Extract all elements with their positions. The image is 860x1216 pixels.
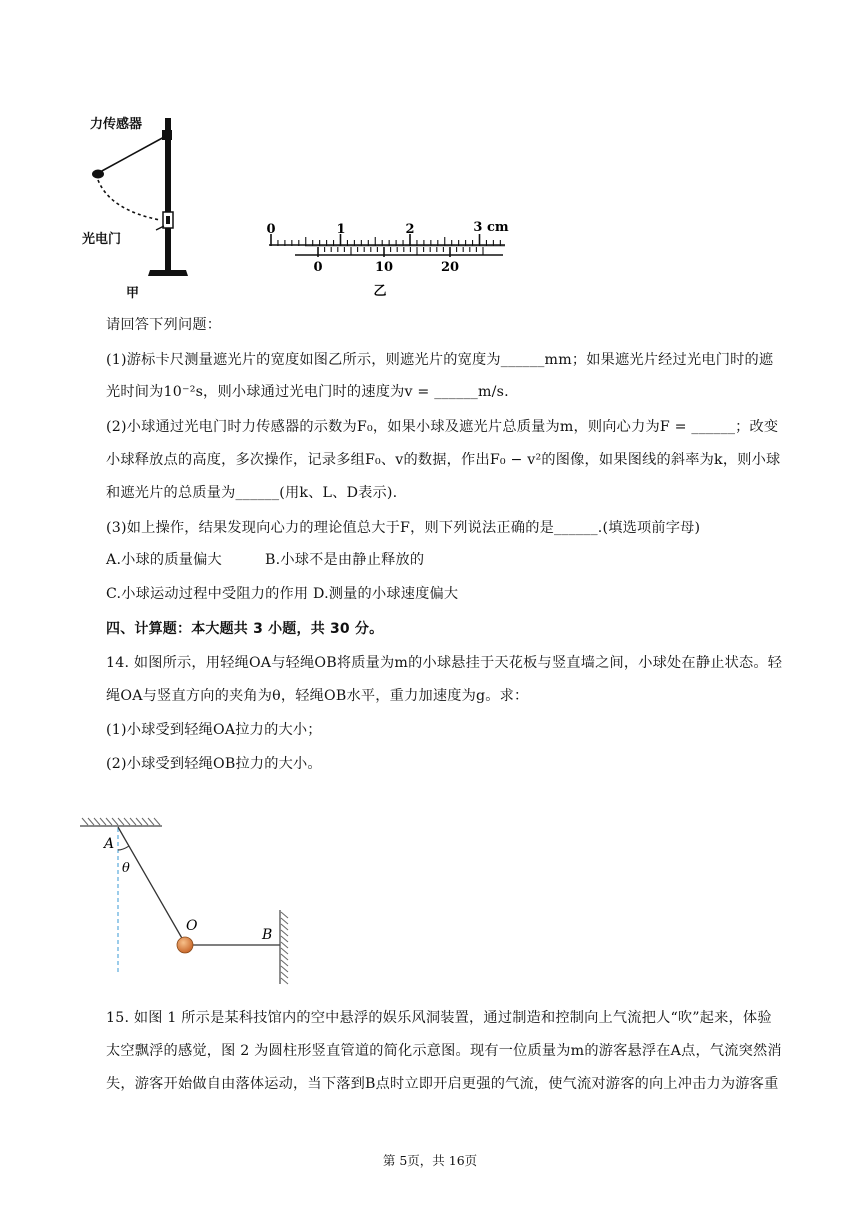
text-line-6: 和遮光片的总质量为______(用k、L、D表示). (106, 485, 398, 501)
q14-line-4: (2)小球受到轻绳OB拉力的大小。 (106, 756, 322, 772)
q15-line-1: 15. 如图 1 所示是某科技馆内的空中悬浮的娱乐风洞装置，通过制造和控制向上气流把人“吹”起来，体验 (106, 1010, 772, 1026)
label-b: B (262, 927, 273, 943)
label-theta: θ (122, 861, 130, 876)
main-scale-label-0: 0 (266, 222, 276, 237)
section-heading: 四、计算题：本大题共 3 小题，共 30 分。 (106, 621, 384, 637)
figure-yi-vernier (255, 215, 515, 300)
figure-q14 (70, 812, 310, 992)
page-footer: 第 5页，共 16页 (382, 1153, 478, 1168)
photogate-label: 光电门 (82, 232, 122, 247)
figure-jia-caption: 甲 (126, 286, 140, 301)
text-line-5: 小球释放点的高度，多次操作，记录多组F₀、v的数据，作出F₀ − v²的图像，如果图线的斜率为k，则小球 (106, 452, 781, 468)
text-line-3: 光时间为10⁻²s，则小球通过光电门时的速度为v = ______m/s. (106, 384, 509, 400)
q15-line-2: 太空飘浮的感觉，图 2 为圆柱形竖直管道的简化示意图。现有一位质量为m的游客悬浮在A点，气流突然消 (106, 1043, 782, 1059)
text-line-1: 请回答下列问题： (106, 317, 222, 333)
figure-yi-caption: 乙 (373, 284, 387, 299)
text-line-2: (1)游标卡尺测量遮光片的宽度如图乙所示，则遮光片的宽度为______mm；如果遮光片经过光电门时的遮 (106, 352, 774, 368)
main-scale-label-1: 1 (336, 222, 346, 237)
sensor-label: 力传感器 (90, 117, 143, 132)
q14-line-3: (1)小球受到轻绳OA拉力的大小； (106, 722, 322, 738)
vernier-label-10: 10 (374, 260, 394, 275)
text-line-4: (2)小球通过光电门时力传感器的示数为F₀，如果小球及遮光片总质量为m，则向心力为F = ______；改变 (106, 419, 779, 435)
option-line-cd: C.小球运动过程中受阻力的作用 D.测量的小球速度偏大 (106, 586, 459, 602)
option-line-ab: A.小球的质量偏大 B.小球不是由静止释放的 (106, 552, 425, 568)
q14-line-1: 14. 如图所示，用轻绳OA与轻绳OB将质量为m的小球悬挂于天花板与竖直墙之间，小球处在静止状态。轻 (106, 655, 783, 671)
label-a: A (104, 836, 115, 852)
label-o: O (186, 918, 198, 934)
figure-jia (80, 110, 200, 300)
text-line-7: (3)如上操作，结果发现向心力的理论值总大于F，则下列说法正确的是______.(填选项前字母) (106, 520, 701, 536)
q14-line-2: 绳OA与竖直方向的夹角为θ，轻绳OB水平，重力加速度为g。求： (106, 688, 529, 704)
main-scale-label-3: 3 cm (473, 220, 509, 235)
vernier-label-0: 0 (313, 260, 323, 275)
q15-line-3: 失，游客开始做自由落体运动，当下落到B点时立即开启更强的气流，使气流对游客的向上冲击力为游客重 (106, 1076, 779, 1092)
vernier-label-20: 20 (440, 260, 460, 275)
main-scale-label-2: 2 (405, 222, 415, 237)
